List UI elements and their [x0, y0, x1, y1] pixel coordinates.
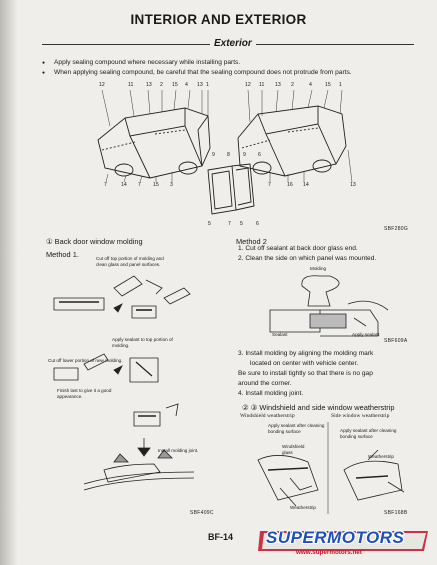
- callout-number: 11: [128, 82, 134, 88]
- page-number: BF-14: [208, 532, 234, 542]
- step-caption: Cut off lower portion of new molding.: [48, 358, 123, 363]
- body-sealing-diagram: [90, 78, 360, 228]
- fig-label: Apply sealant after cleaning bonding surface: [268, 423, 325, 434]
- callout-number: 15: [172, 82, 178, 88]
- callout-number: 11: [259, 82, 265, 88]
- step-caption: Apply sealant to top portion of molding.: [112, 337, 173, 348]
- fig-label: Apply sealant after cleaning bonding surface: [340, 428, 397, 439]
- callout-number: 2: [291, 82, 294, 88]
- callout-number: 8: [227, 152, 230, 158]
- section-heading: ① Back door window molding: [46, 237, 143, 246]
- callout-number: 1: [206, 82, 209, 88]
- section-heading: ② ③ Windshield and side window weatherstrip: [242, 403, 395, 412]
- callout-number: 5: [208, 221, 211, 227]
- fig-label: Apply sealant: [352, 332, 380, 337]
- callout-number: 3: [170, 182, 173, 188]
- figure-code: SBF280G: [384, 226, 409, 232]
- figure-code: SBF609A: [384, 338, 408, 344]
- callout-number: 12: [245, 82, 251, 88]
- fig-label: Molding: [310, 266, 327, 271]
- callout-number: 4: [185, 82, 188, 88]
- fig-label: Windshield glass: [282, 444, 305, 455]
- callout-number: 13: [146, 82, 152, 88]
- method-heading: Method 2: [236, 237, 267, 246]
- callout-number: 16: [287, 182, 293, 188]
- step-text: 4. Install molding joint.: [238, 390, 304, 397]
- callout-number: 7: [228, 221, 231, 227]
- bullet-item: ● Apply sealing compound where necessary while installing parts.: [42, 58, 412, 68]
- step-text: 1. Cut off sealant at back door glass end.: [238, 245, 358, 252]
- callout-number: 9: [212, 152, 215, 158]
- figure-code: SBF409C: [190, 510, 214, 516]
- page-edge-shadow: [0, 0, 18, 565]
- callout-number: 2: [160, 82, 163, 88]
- fig-label: Weatherstrip: [290, 505, 316, 510]
- callout-number: 7: [104, 182, 107, 188]
- callout-number: 13: [350, 182, 356, 188]
- callout-number: 1: [339, 82, 342, 88]
- section-rule-right: [256, 44, 414, 45]
- fig-label: Sealant: [272, 332, 288, 337]
- fig-label: Weatherstrip: [368, 454, 394, 459]
- sub-heading: Windshield weatherstrip: [240, 413, 295, 419]
- step-text: 3. Install molding by aligning the molding mark: [238, 350, 374, 357]
- figure-code: SBF168B: [384, 510, 408, 516]
- callout-number: 6: [258, 152, 261, 158]
- bullet-list: [42, 58, 412, 78]
- callout-number: 13: [197, 82, 203, 88]
- callout-number: 9: [243, 152, 246, 158]
- note-text: Be sure to install tightly so that there is no gap: [238, 370, 373, 377]
- step-caption: Install molding joint.: [158, 448, 199, 453]
- sub-heading: Side window weatherstrip: [331, 413, 390, 419]
- callout-number: 7: [268, 182, 271, 188]
- callout-number: 15: [153, 182, 159, 188]
- step-text: 2. Clean the side on which panel was mounted.: [238, 255, 377, 262]
- step-caption: Finish last to give it a good appearance.: [57, 388, 112, 399]
- watermark-url[interactable]: www.supermotors.net: [296, 549, 362, 556]
- callout-number: 14: [303, 182, 309, 188]
- method-heading: Method 1.: [46, 250, 79, 259]
- callout-number: 13: [275, 82, 281, 88]
- section-rule-left: [42, 44, 210, 45]
- callout-number: 5: [240, 221, 243, 227]
- callout-number: 4: [309, 82, 312, 88]
- section-label: Exterior: [214, 38, 252, 49]
- page-title: INTERIOR AND EXTERIOR: [130, 12, 307, 27]
- note-text: around the corner.: [238, 380, 292, 387]
- callout-number: 15: [325, 82, 331, 88]
- callout-number: 12: [99, 82, 105, 88]
- step-text: located on center with vehicle center.: [250, 360, 359, 367]
- callout-number: 6: [256, 221, 259, 227]
- callout-number: 7: [138, 182, 141, 188]
- step-caption: Cut off top portion of molding and clean glass and panel surfaces.: [96, 256, 164, 267]
- callout-number: 14: [121, 182, 127, 188]
- bullet-item: ● When applying sealing compound, be careful that the sealing compound does not protrude from parts.: [42, 68, 412, 78]
- watermark-logo: SUPERMOTORS: [266, 528, 405, 547]
